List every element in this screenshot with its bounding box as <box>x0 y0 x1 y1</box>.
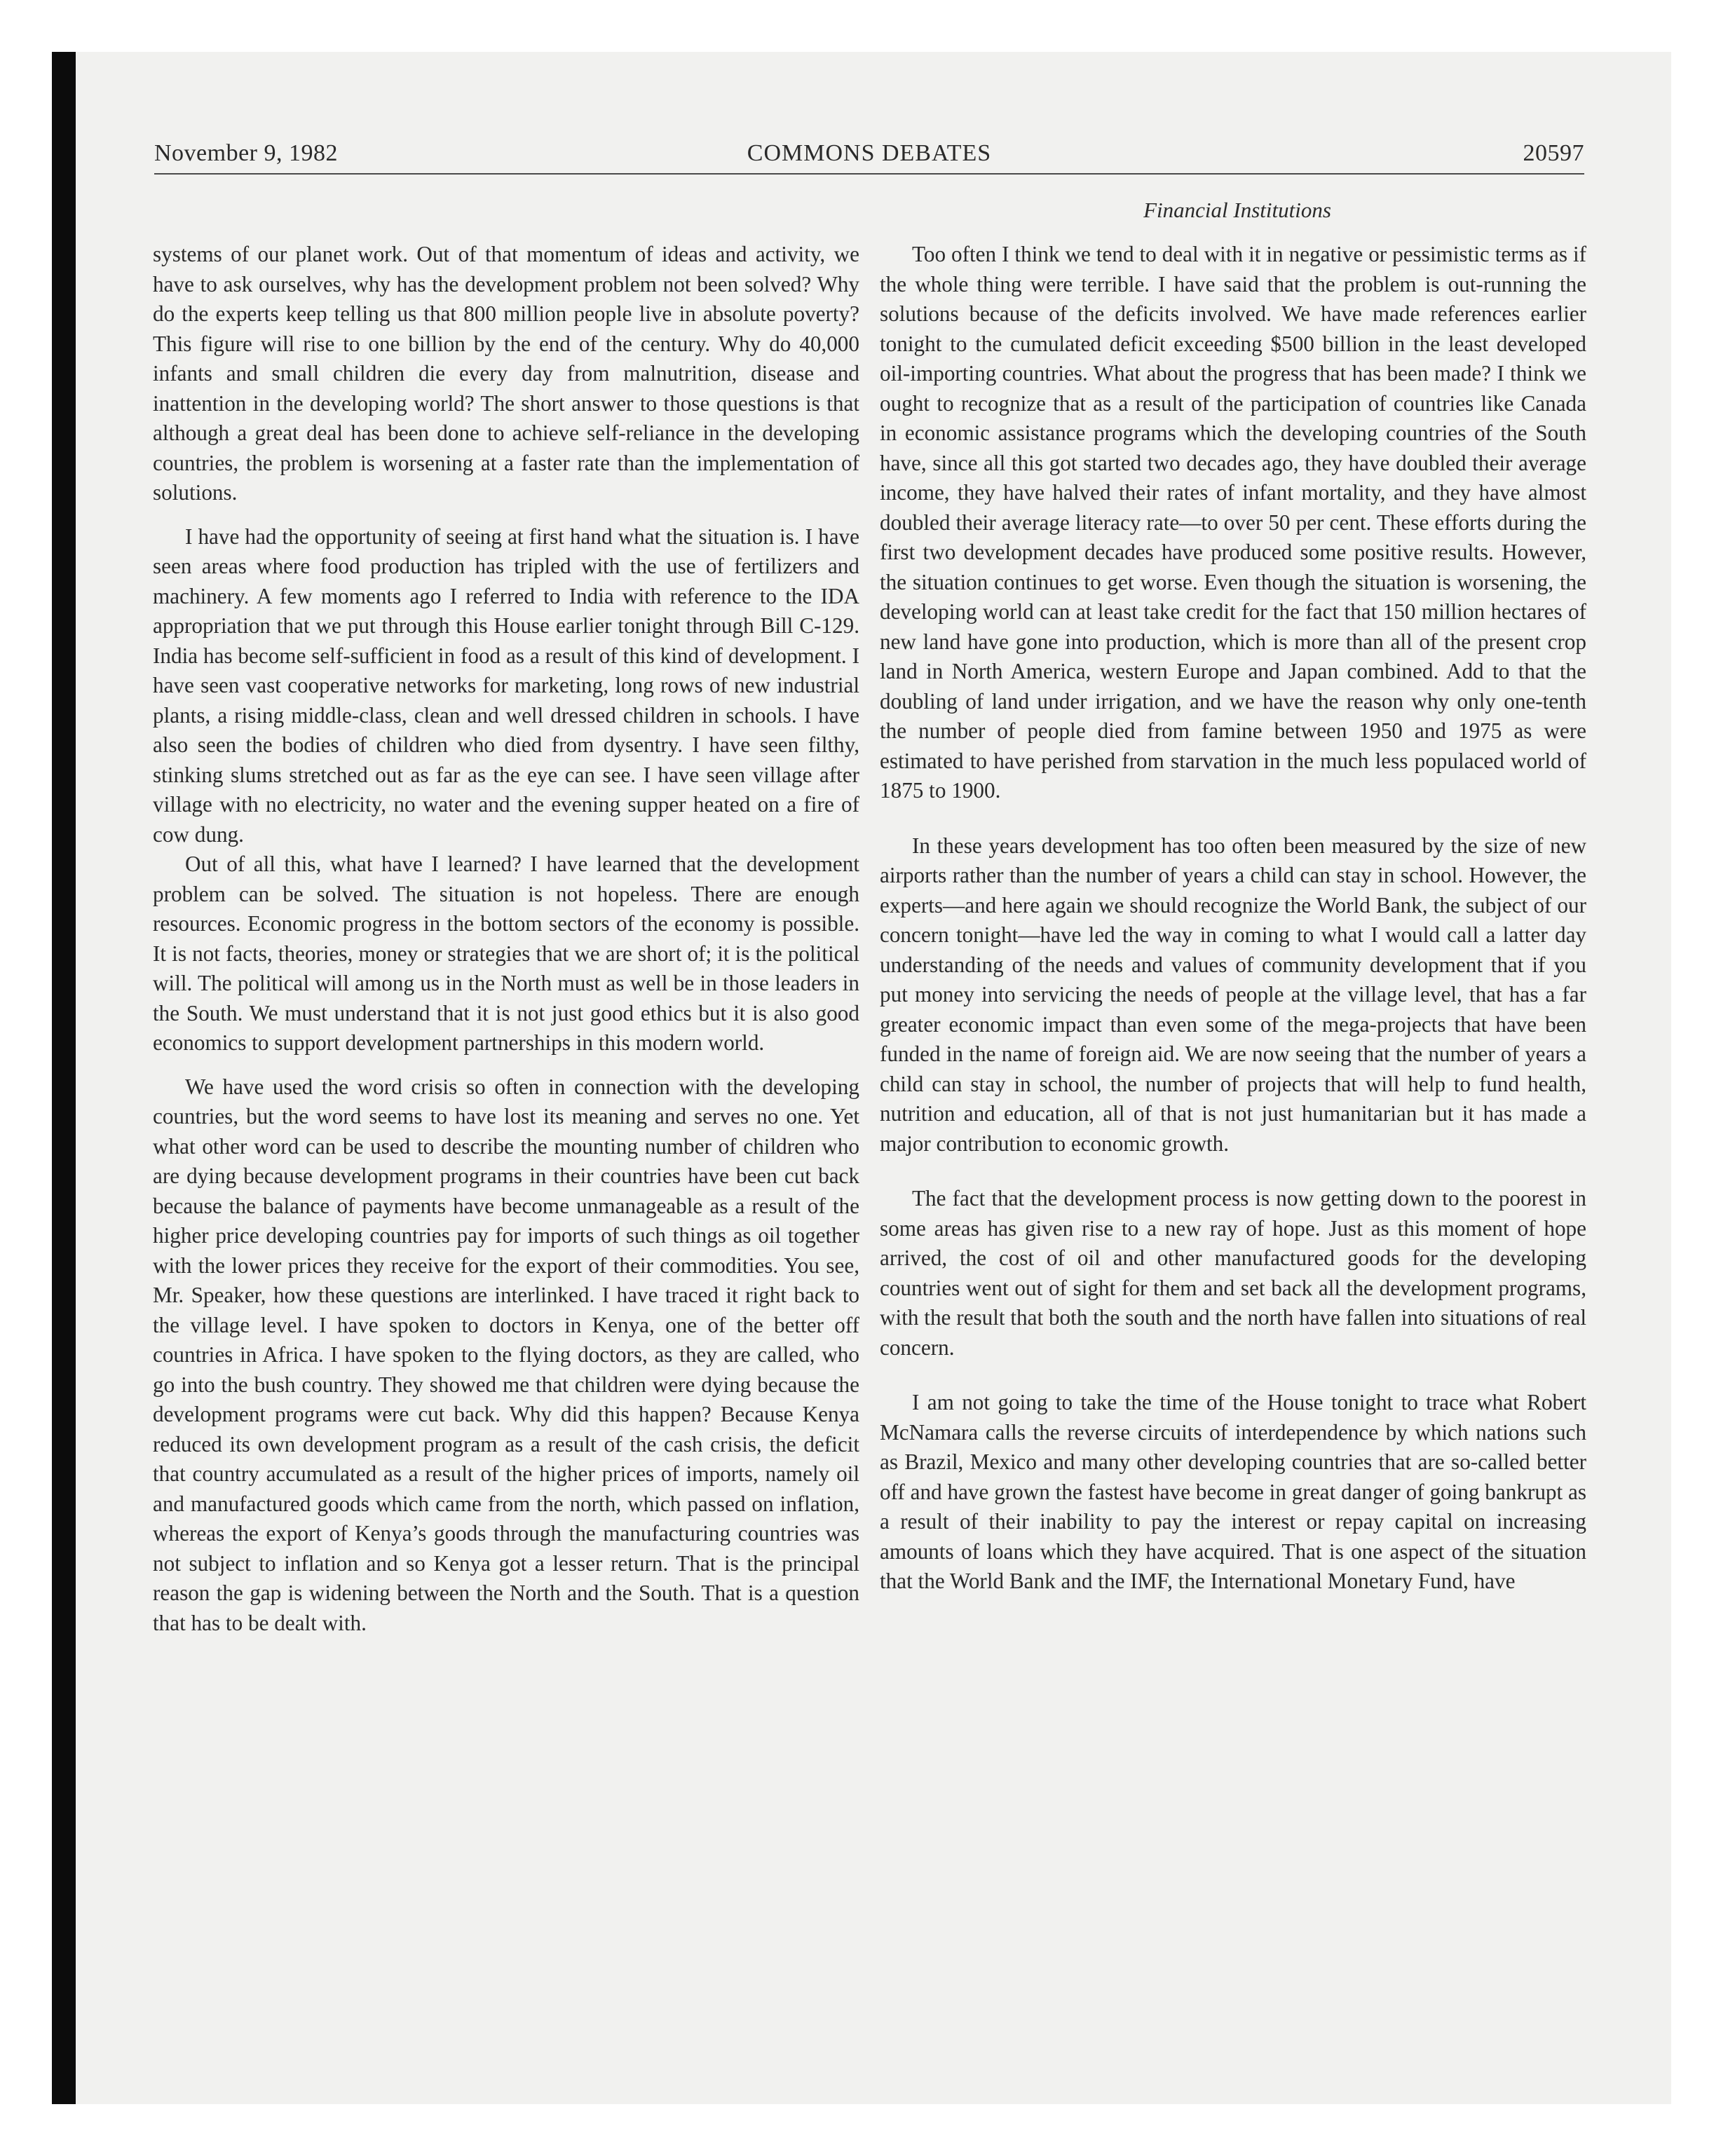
paragraph: In these years development has too often been measured by the size of new airports rather than the number of years a child can stay in school. However, the experts—and here again we should recognize the World Bank, the subject of our concern tonight—have led the way in coming to what I would call a latter day understanding of the needs and values of community development that if you put money into servicing the needs of people at the village level, that has a far greater economic impact than even some of the mega-projects that have been funded in the name of foreign aid. We are now seeing that the number of years a child can stay in school, the number of projects that will help to fund health, nutrition and education, all of that is not just humanitarian but it has made a major contribution to economic growth. <box>880 833 1586 1156</box>
publication-title: COMMONS DEBATES <box>747 140 992 166</box>
paragraph: I am not going to take the time of the House tonight to trace what Robert McNamara calls the reverse circuits of interdependence by which nations such as Brazil, Mexico and many other developing countries that are so-called better off and have grown the fastest have become in great danger of going bankrupt as a result of their inability to pay the interest or repay capital on increasing amounts of loans which they have acquired. That is one aspect of the situation that the World Bank and the IMF, the International Monetary Fund, have <box>880 1390 1586 1593</box>
right-column <box>880 240 1586 1597</box>
left-column <box>153 240 859 1638</box>
paragraph: systems of our planet work. Out of that momentum of ideas and activity, we have to ask ourselves, why has the development problem not been solved? Why do the experts keep telling us that 800 million people live in absolute poverty? This figure will rise to one billion by the end of the century. Why do 40,000 infants and small children die every day from malnutrition, disease and inattention in the developing world? The short answer to those questions is that although a great deal has been done to achieve self-reliance in the developing countries, the problem is worsening at a faster rate than the implementation of solutions. <box>153 242 859 505</box>
paragraph: We have used the word crisis so often in connection with the developing countries, but the word seems to have lost its meaning and serves no one. Yet what other word can be used to describe the mounting number of children who are dying because development programs in their countries have been cut back because the balance of payments have become unmanageable as a result of the higher price developing countries pay for imports of such things as oil together with the lower prices they receive for the export of their commodities. You see, Mr. Speaker, how these questions are interlinked. I have traced it right back to the village level. I have spoken to doctors in Kenya, one of the better off countries in Africa. I have spoken to the flying doctors, as they are called, who go into the bush country. They showed me that children were dying because the development programs were cut back. Why did this happen? Because Kenya reduced its own development program as a result of the cash crisis, the deficit that country accumulated as a result of the higher prices of imports, namely oil and manufactured goods which came from the north, which passed on inflation, whereas the export of Kenya’s goods through the manufacturing countries was not subject to inflation and so Kenya got a lesser return. That is the principal reason the gap is widening between the North and the South. That is a question that has to be dealt with. <box>153 1074 859 1635</box>
header-rule <box>154 173 1584 175</box>
paragraph: The fact that the development process is now getting down to the poorest in some areas has given rise to a new ray of hope. Just as this moment of hope arrived, the cost of oil and other manufactured goods for the developing countries went out of sight for them and set back all the development programs, with the result that both the south and the north have fallen into situations of real concern. <box>880 1186 1586 1360</box>
page-header <box>154 140 1584 175</box>
header-date: November 9, 1982 <box>154 140 339 166</box>
paragraph: Too often I think we tend to deal with it in negative or pessimistic terms as if the whole thing were terrible. I have said that the problem is out-running the solutions because of the deficits involved. We have made references earlier tonight to the cumulated deficit exceeding $500 billion in the least developed oil-importing countries. What about the progress that has been made? I think we ought to recognize that as a result of the participation of countries like Canada in economic assistance programs which the developing countries of the South have, since all this got started two decades ago, they have doubled their average income, they have halved their rates of infant mortality, and they have almost doubled their average literacy rate—to over 50 per cent. These efforts during the first two development decades have produced some positive results. However, the situation continues to get worse. Even though the situation is worsening, the developing world can at least take credit for the fact that 150 million hectares of new land have gone into production, which is more than all of the present crop land in North America, western Europe and Japan combined. Add to that the doubling of land under irrigation, and we have the reason why only one-tenth the number of people died from famine between 1950 and 1975 as were estimated to have perished from starvation in the much less populaced world of 1875 to 1900. <box>880 242 1586 803</box>
page-number: 20597 <box>1523 140 1584 166</box>
binding-edge <box>52 52 76 2104</box>
paragraph: Out of all this, what have I learned? I have learned that the development problem can be solved. The situation is not hopeless. There are enough resources. Economic progress in the bottom sectors of the economy is possible. It is not facts, theories, money or strategies that we are short of; it is the political will. The political will among us in the North must as well be in those leaders in the South. We must understand that it is not just good ethics but it is also good economics to support development partnerships in this modern world. <box>153 852 859 1055</box>
section-title: Financial Institutions <box>1143 198 1331 222</box>
paragraph: I have had the opportunity of seeing at first hand what the situation is. I have seen areas where food production has tripled with the use of fertilizers and machinery. A few moments ago I referred to India with reference to the IDA appropriation that we put through this House earlier tonight through Bill C-129. India has become self-sufficient in food as a result of this kind of development. I have seen vast cooperative networks for marketing, long rows of new industrial plants, a rising middle-class, clean and well dressed children in schools. I have also seen the bodies of children who died from dysentry. I have seen filthy, stinking slums stretched out as far as the eye can see. I have seen village after village with no electricity, no water and the evening supper heated on a fire of cow dung. <box>153 524 859 847</box>
